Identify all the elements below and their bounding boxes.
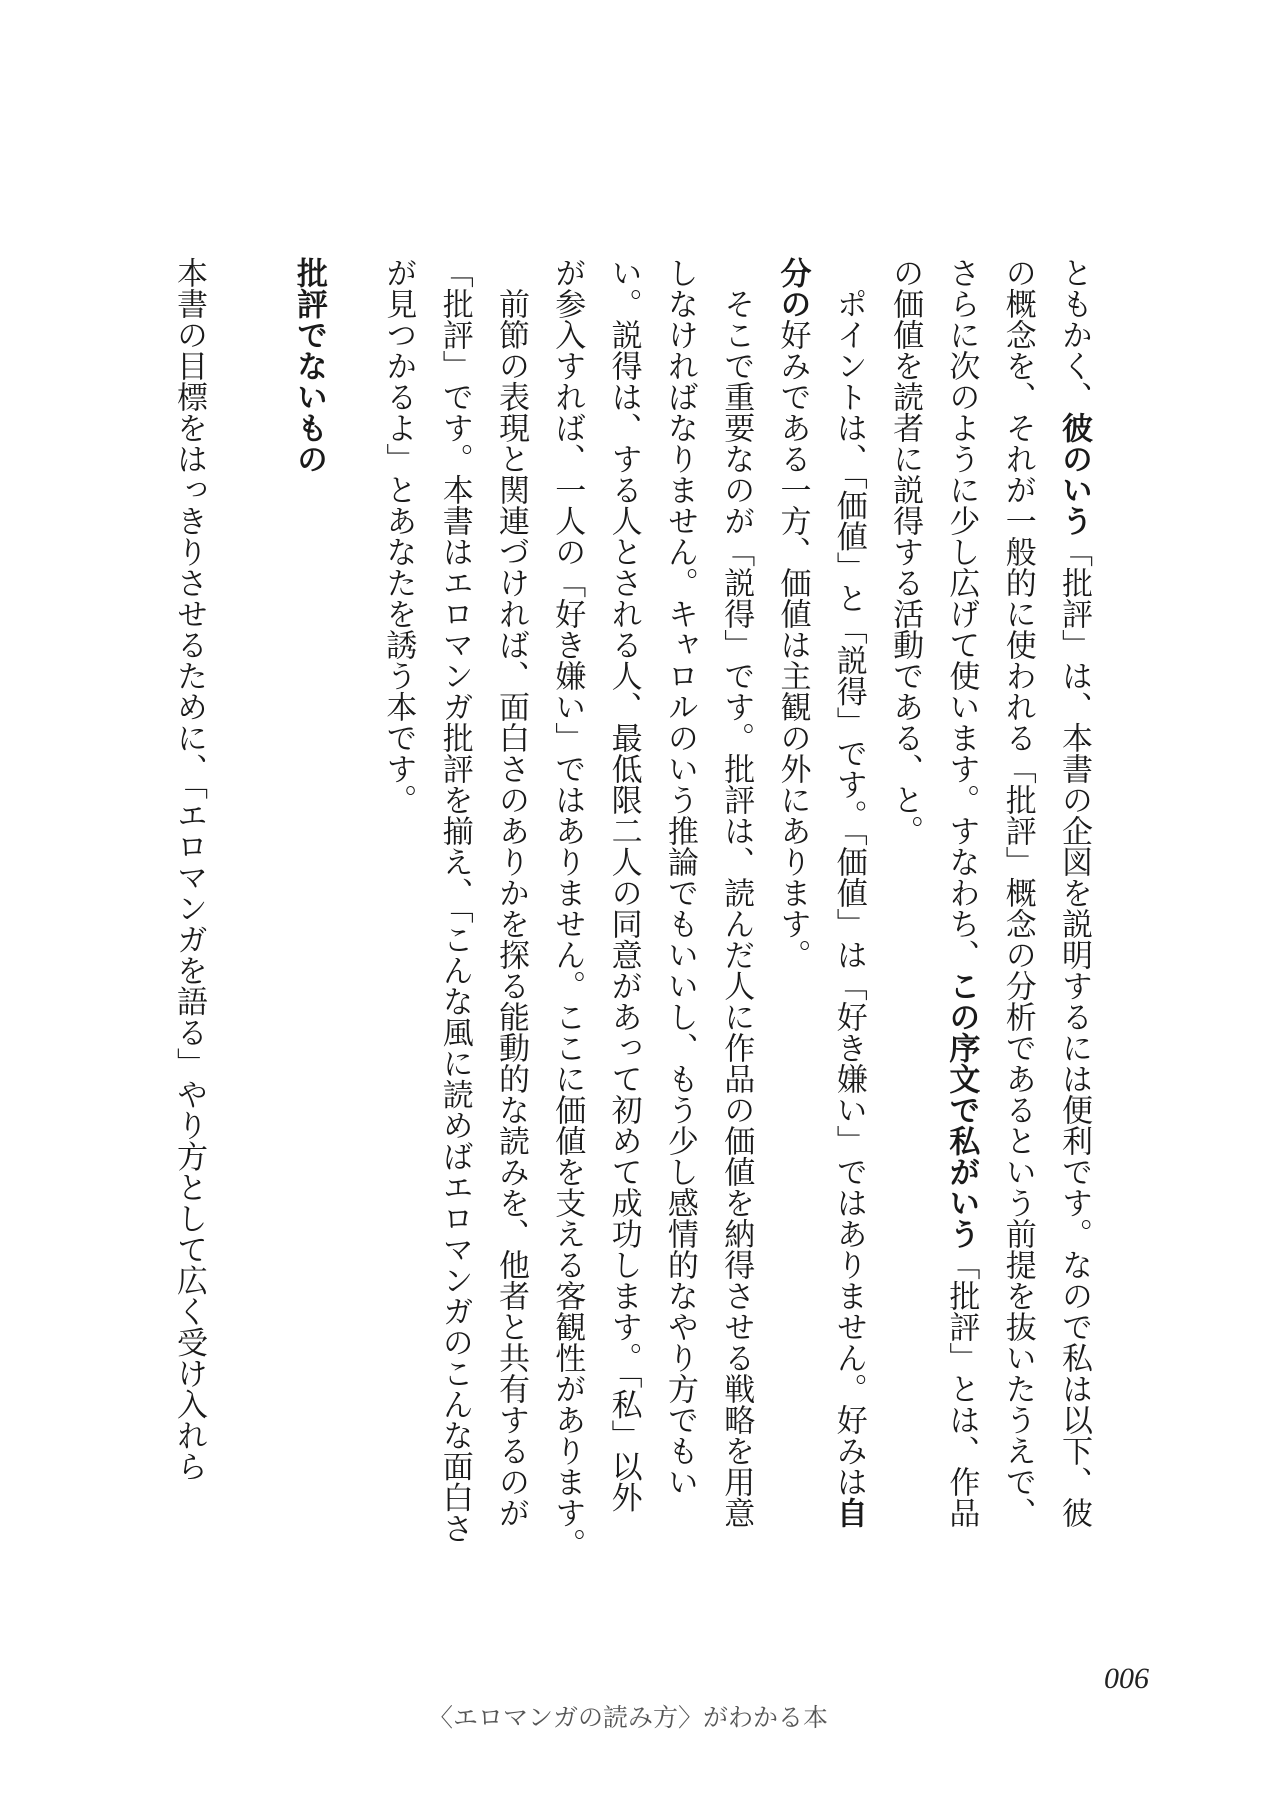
text-segment: が見つかるよ」とあなたを誘う本です。 xyxy=(380,257,417,815)
bold-text-segment: 彼のいう xyxy=(1056,412,1092,536)
text-segment: 前節の表現と関連づければ、面白さのありかを探る能動的な読みを、他者と共有するのが xyxy=(493,257,529,1528)
text-column xyxy=(435,257,475,1544)
text-segment: の価値を読者に説得する活動である、と。 xyxy=(887,257,924,846)
bold-text-segment: 分の xyxy=(774,257,811,319)
text-segment: 好みである一方、価値は主観の外にあります。 xyxy=(774,319,811,970)
text-column xyxy=(941,257,981,1528)
text-segment: 本書の目標をはっきりさせるために、「エロマンガを語る」やり方として広く受け入れら xyxy=(171,257,207,1482)
text-segment: そこで重要なのが「説得」です。批評は、読んだ人に作品の価値を納得させる戦略を用意 xyxy=(718,257,755,1528)
text-segment: ともかく、 xyxy=(1056,257,1092,412)
text-column xyxy=(169,257,209,1482)
text-segment: 「批評」です。本書はエロマンガ批評を揃え、「こんな風に読めばエロマンガのこんな面白さ xyxy=(436,257,473,1544)
text-column xyxy=(773,257,813,970)
section-heading xyxy=(289,257,329,474)
text-column xyxy=(885,257,925,846)
bold-text-segment: 批評でないもの xyxy=(291,257,327,474)
text-segment: が参入すれば、一人の「好き嫌い」ではありません。ここに価値を支える客観性があります。 xyxy=(549,257,586,1559)
text-segment: の概念を、それが一般的に使われる「批評」概念の分析であるという前提を抜いたうえで、 xyxy=(999,257,1036,1528)
text-segment: ポイントは、「価値」と「説得」です。「価値」は「好き嫌い」ではありません。好みは xyxy=(830,257,867,1497)
text-column xyxy=(998,257,1038,1528)
text-column xyxy=(378,257,418,815)
text-segment: 「批評」は、本書の企図を説明するには便利です。なので私は以下、彼 xyxy=(1056,536,1092,1528)
text-segment: さらに次のように少し広げて使います。すなわち、 xyxy=(943,257,980,970)
text-column xyxy=(604,257,644,1513)
text-column xyxy=(1054,257,1094,1528)
running-title: 〈エロマンガの読み方〉がわかる本 xyxy=(427,1703,828,1732)
text-column xyxy=(716,257,756,1528)
page-number: 006 xyxy=(1104,1662,1149,1695)
text-column xyxy=(491,257,531,1528)
text-segment: しなければなりません。キャロルのいう推論でもいいし、もう少し感情的なやり方でもい xyxy=(661,257,698,1497)
text-column xyxy=(829,257,869,1528)
text-segment: 「批評」とは、作品 xyxy=(943,1249,980,1528)
bold-text-segment: この序文で私がいう xyxy=(943,970,980,1249)
text-segment: い。説得は、する人とされる人、最低限二人の同意があって初めて成功します。「私」以外 xyxy=(605,257,642,1513)
text-column xyxy=(547,257,587,1559)
bold-text-segment: 自 xyxy=(830,1497,867,1528)
text-column xyxy=(660,257,700,1497)
